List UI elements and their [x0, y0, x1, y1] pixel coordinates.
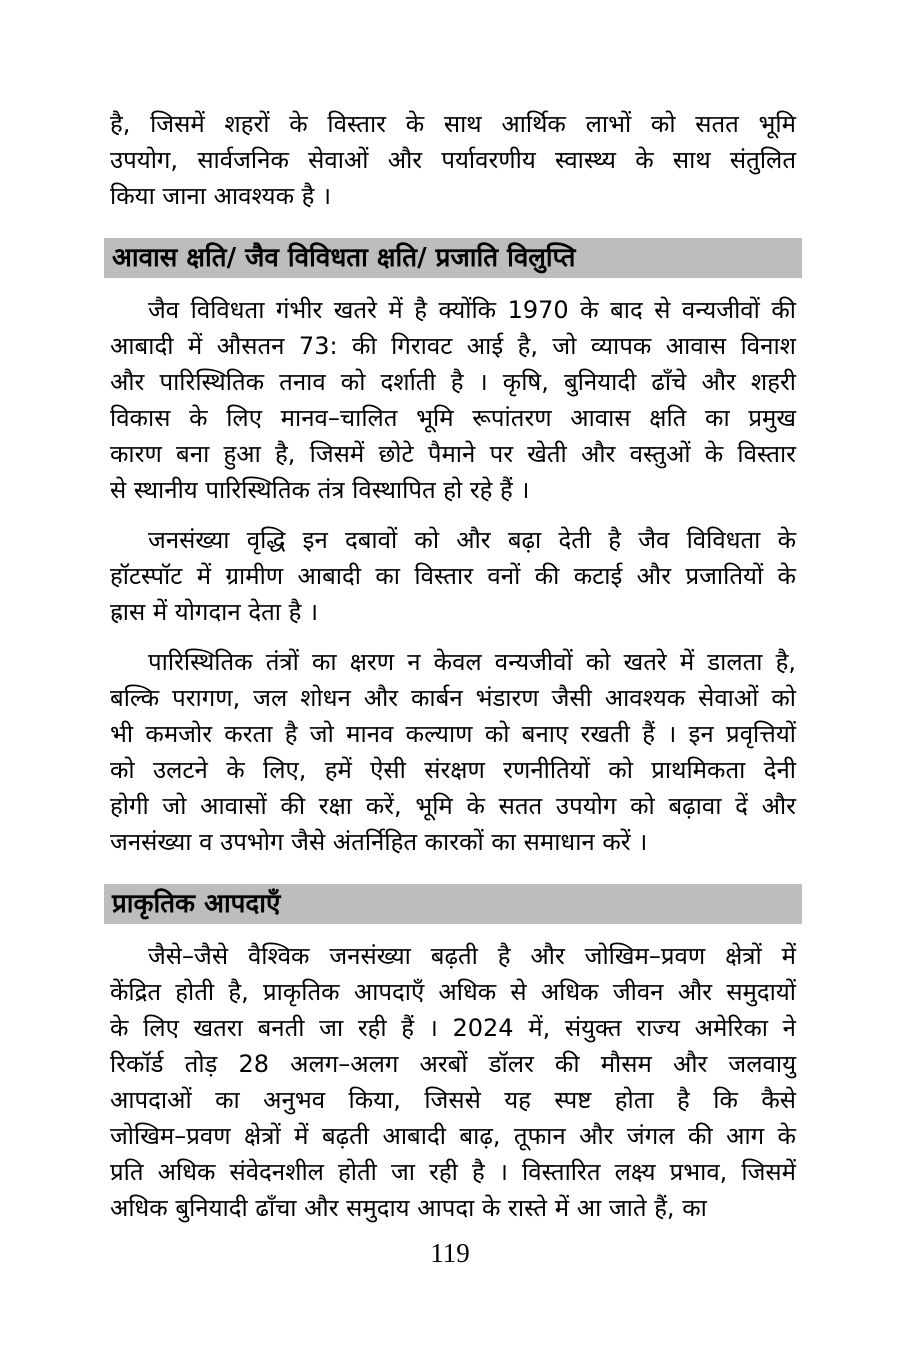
paragraph-biodiversity	[110, 292, 796, 508]
text-line: हॉटस्पॉट में ग्रामीण आबादी का विस्तार वनों की कटाई और प्रजातियों के	[110, 562, 796, 590]
text-line: उपयोग, सार्वजनिक सेवाओं और पर्यावरणीय स्वास्थ्य के साथ संतुलित	[110, 146, 796, 174]
text-line: अधिक बुनियादी ढाँचा और समुदाय आपदा के रास्ते में आ जाते हैं, का	[110, 1194, 707, 1222]
text-line: कारण बना हुआ है, जिसमें छोटे पैमाने पर खेती और वस्तुओं के विस्तार	[110, 440, 796, 468]
text-line: रिकॉर्ड तोड़ 28 अलग–अलग अरबों डॉलर की मौसम और जलवायु	[110, 1050, 796, 1078]
section-header-natural-disasters	[104, 884, 802, 924]
text-line: होगी जो आवासों की रक्षा करें, भूमि के सतत उपयोग को बढ़ावा दें और	[110, 792, 796, 820]
text-line: से स्थानीय पारिस्थितिक तंत्र विस्थापित हो रहे हैं ।	[110, 476, 530, 504]
text-line: ह्रास में योगदान देता है ।	[110, 598, 319, 626]
text-line: भी कमजोर करता है जो मानव कल्याण को बनाए रखती हैं । इन प्रवृत्तियों	[110, 720, 796, 748]
text-line: किया जाना आवश्यक है ।	[110, 182, 332, 210]
text-line: जनसंख्या व उपभोग जैसे अंतर्निहित कारकों का समाधान करें ।	[110, 828, 648, 856]
text-line: के लिए खतरा बनती जा रही हैं । 2024 में, संयुक्त राज्य अमेरिका ने	[110, 1014, 796, 1042]
page-number: 119	[430, 1238, 470, 1268]
text-line: जैव विविधता गंभीर खतरे में है क्योंकि 1970 के बाद से वन्यजीवों की	[148, 296, 796, 324]
text-line: आपदाओं का अनुभव किया, जिससे यह स्पष्ट होता है कि कैसे	[110, 1086, 796, 1114]
text-line: पारिस्थितिक तंत्रों का क्षरण न केवल वन्यजीवों को खतरे में डालता है,	[148, 648, 796, 676]
paragraph-population-growth	[110, 522, 796, 630]
text-line: है, जिसमें शहरों के विस्तार के साथ आर्थिक लाभों को सतत भूमि	[110, 110, 796, 138]
section-header-habitat-loss	[104, 238, 802, 278]
text-line: आबादी में औसतन 73: की गिरावट आई है, जो व्यापक आवास विनाश	[110, 332, 796, 360]
text-line: विकास के लिए मानव–चालित भूमि रूपांतरण आवास क्षति का प्रमुख	[110, 404, 796, 432]
paragraph-ecosystem-degradation	[110, 644, 796, 860]
section-header-label: आवास क्षति/ जैव विविधता क्षति/ प्रजाति विलुप्ति	[112, 243, 576, 273]
text-line: को उलटने के लिए, हमें ऐसी संरक्षण रणनीतियों को प्राथमिकता देनी	[110, 756, 796, 784]
text-line: केंद्रित होती है, प्राकृतिक आपदाएँ अधिक से अधिक जीवन और समुदायों	[110, 978, 796, 1006]
text-line: और पारिस्थितिक तनाव को दर्शाती है । कृषि, बुनियादी ढाँचे और शहरी	[110, 368, 796, 396]
paragraph-natural-disasters	[110, 938, 796, 1226]
text-line: प्रति अधिक संवेदनशील होती जा रही है । विस्तारित लक्ष्य प्रभाव, जिसमें	[110, 1158, 796, 1186]
section-header-label: प्राकृतिक आपदाएँ	[112, 889, 281, 919]
text-line: जनसंख्या वृद्धि इन दबावों को और बढ़ा देती है जैव विविधता के	[148, 526, 796, 554]
page-content	[110, 106, 796, 1226]
paragraph-intro	[110, 106, 796, 214]
text-line: जोखिम–प्रवण क्षेत्रों में बढ़ती आबादी बाढ़, तूफान और जंगल की आग के	[110, 1122, 796, 1150]
text-line: जैसे–जैसे वैश्विक जनसंख्या बढ़ती है और जोखिम–प्रवण क्षेत्रों में	[148, 942, 796, 970]
text-line: बल्कि परागण, जल शोधन और कार्बन भंडारण जैसी आवश्यक सेवाओं को	[110, 684, 796, 712]
